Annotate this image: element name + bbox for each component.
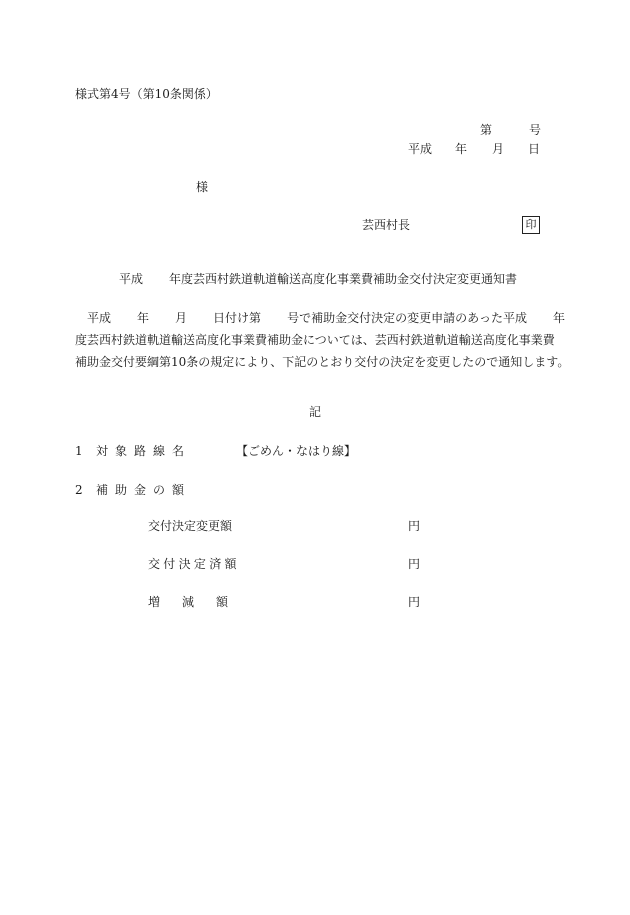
amount-row-unit: 円	[408, 595, 421, 609]
doc-ref-dai: 第	[480, 123, 493, 137]
ki-heading: 記	[309, 405, 322, 419]
item-1-value: 【ごめん・なはり線】	[236, 444, 357, 458]
amount-row-label: 交付決定変更額	[148, 519, 233, 533]
date-year: 年	[455, 142, 468, 156]
title-text: 年度芸西村鉄道軌道輸送高度化事業費補助金交付決定変更通知書	[169, 272, 518, 286]
body-line-1: 平成 年 月 日付け第 号で補助金交付決定の変更申請のあった平成 年	[87, 311, 565, 325]
date-day: 日	[528, 142, 541, 156]
item-1-number: 1	[75, 444, 83, 458]
seal-mark: 印	[522, 216, 540, 234]
body-line-2: 度芸西村鉄道軌道輸送高度化事業費補助金については、芸西村鉄道軌道輸送高度化事業費	[75, 333, 555, 347]
item-2-label: 補助金の額	[96, 483, 192, 497]
amount-row-label: 交付決定済額	[148, 557, 240, 571]
body-line-3: 補助金交付要綱第10条の規定により、下記のとおり交付の決定を変更したので通知します。	[75, 355, 570, 369]
document-title	[119, 271, 517, 287]
amount-row-unit: 円	[408, 519, 421, 533]
date-era: 平成	[408, 142, 433, 156]
date-month: 月	[492, 142, 505, 156]
item-2-number: 2	[75, 483, 83, 497]
addressee-sama: 様	[196, 180, 209, 194]
amount-row-unit: 円	[408, 557, 421, 571]
item-1-label: 対象路線名	[96, 444, 192, 458]
title-era: 平成	[119, 272, 144, 286]
amount-row-label: 増減額	[148, 595, 251, 609]
doc-ref-go: 号	[529, 123, 542, 137]
issuer-name: 芸西村長	[362, 218, 411, 232]
body-paragraph	[75, 307, 570, 373]
form-number: 様式第4号（第10条関係）	[75, 87, 218, 101]
